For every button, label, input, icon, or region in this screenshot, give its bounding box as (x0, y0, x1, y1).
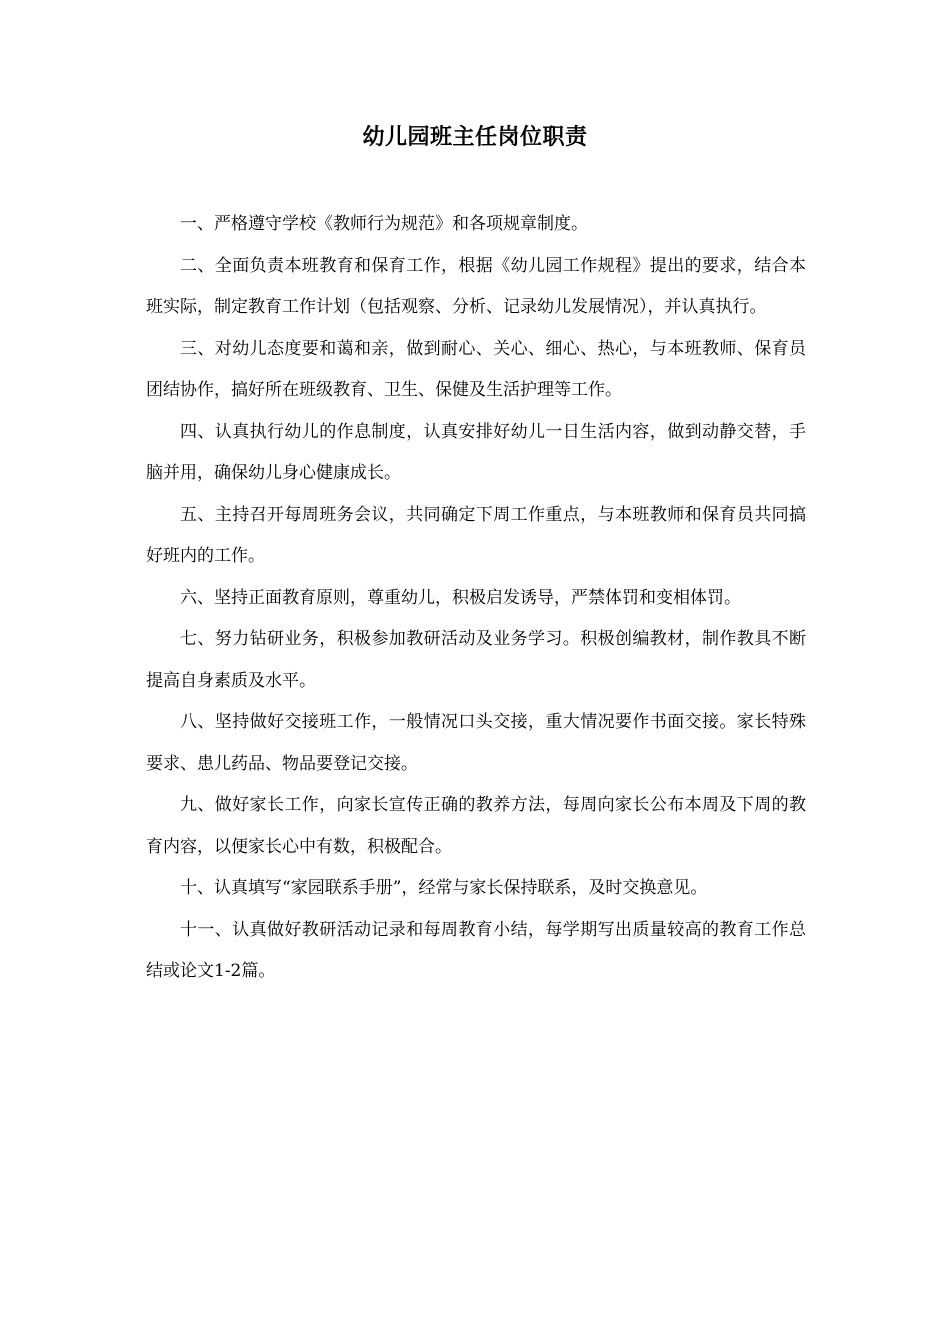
document-title: 幼儿园班主任岗位职责 (362, 124, 588, 150)
paragraph-5: 五、主持召开每周班务会议，共同确定下周工作重点，与本班教师和保育员共同搞好班内的工作。 (146, 504, 806, 566)
paragraph-4: 四、认真执行幼儿的作息制度，认真安排好幼儿一日生活内容，做到动静交替，手脑并用，确保幼儿身心健康成长。 (146, 421, 806, 483)
paragraph-11: 十一、认真做好教研活动记录和每周教育小结，每学期写出质量较高的教育工作总结或论文1-2篇。 (146, 919, 806, 981)
paragraph-8: 八、坚持做好交接班工作，一般情况口头交接，重大情况要作书面交接。家长特殊要求、患儿药品、物品要登记交接。 (146, 712, 806, 774)
paragraph-2: 二、全面负责本班教育和保育工作，根据《幼儿园工作规程》提出的要求，结合本班实际，制定教育工作计划（包括观察、分析、记录幼儿发展情况），并认真执行。 (146, 255, 806, 317)
paragraph-10: 十、认真填写“家园联系手册”，经常与家长保持联系，及时交换意见。 (180, 878, 708, 898)
paragraph-7: 七、努力钻研业务，积极参加教研活动及业务学习。积极创编教材，制作教具不断提高自身素质及水平。 (146, 629, 806, 691)
paragraph-1: 一、严格遵守学校《教师行为规范》和各项规章制度。 (180, 214, 588, 234)
document-body (146, 204, 806, 993)
paragraph-9: 九、做好家长工作，向家长宣传正确的教养方法，每周向家长公布本周及下周的教育内容，以便家长心中有数，积极配合。 (146, 795, 806, 857)
paragraph-6: 六、坚持正面教育原则，尊重幼儿，积极启发诱导，严禁体罚和变相体罚。 (180, 587, 741, 608)
paragraph-3: 三、对幼儿态度要和蔼和亲，做到耐心、关心、细心、热心，与本班教师、保育员团结协作，搞好所在班级教育、卫生、保健及生活护理等工作。 (146, 338, 806, 400)
